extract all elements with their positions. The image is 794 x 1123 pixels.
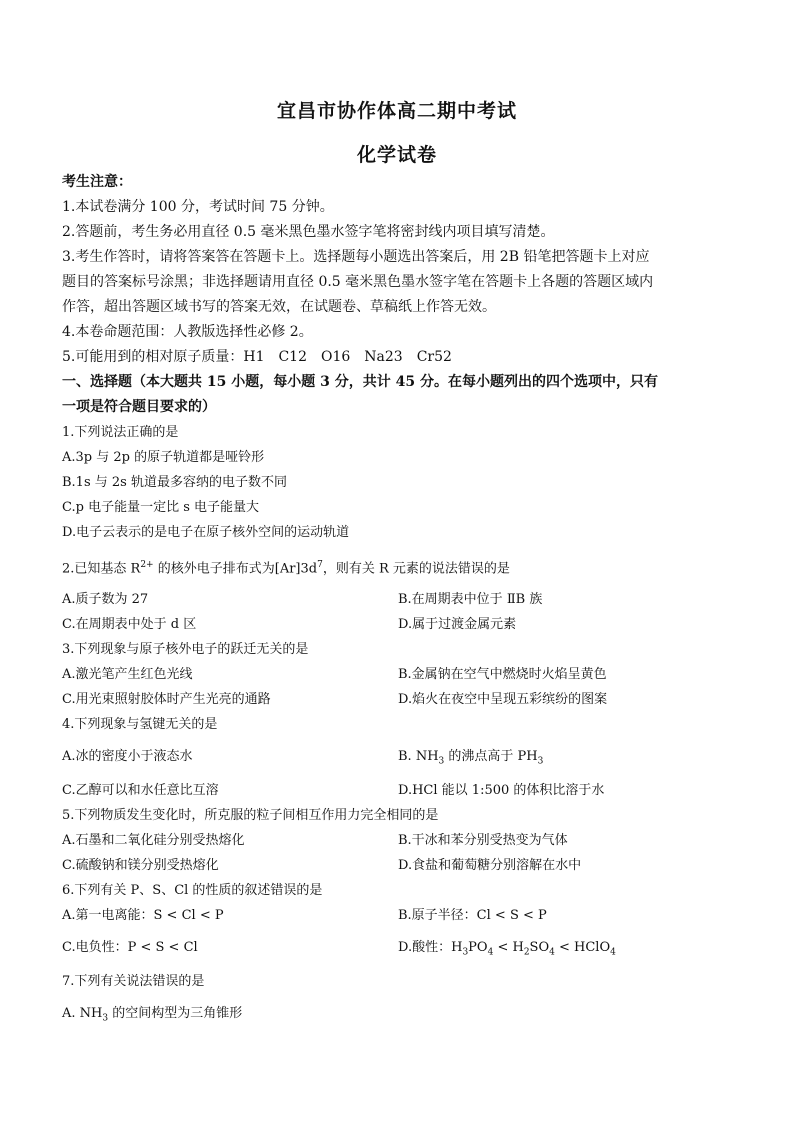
q6-d-pre: D.酸性：H	[398, 940, 463, 955]
note-3-line-3: 作答，超出答题区域书写的答案无效，在试题卷、草稿纸上作答无效。	[62, 299, 496, 315]
question-2-option-a: A.质子数为 27	[62, 592, 149, 607]
q4-b-pre: B. NH	[398, 749, 439, 764]
q7-a-sub: 3	[102, 1013, 109, 1024]
question-5-stem: 5.下列物质发生变化时，所克服的粒子间相互作用力完全相同的是	[62, 808, 439, 823]
question-4-option-a: A.冰的密度小于液态水	[62, 749, 193, 764]
question-1-option-d: D.电子云表示的是电子在原子核外空间的运动轨道	[62, 525, 350, 540]
q7-a-pre: A. NH	[62, 1006, 103, 1021]
question-5-option-c: C.硫酸钠和镁分别受热熔化	[62, 858, 219, 873]
q6-d-mid-1: PO	[468, 940, 488, 955]
section-heading-line-1: 一、选择题（本大题共 15 小题，每小题 3 分，共计 45 分。在每小题列出的四个选项中，只有	[62, 374, 658, 390]
question-4-option-c: C.乙醇可以和水任意比互溶	[62, 783, 219, 798]
exam-title: 宜昌市协作体高二期中考试	[276, 100, 517, 122]
question-1-stem: 1.下列说法正确的是	[62, 425, 179, 440]
question-4-stem: 4.下列现象与氢键无关的是	[62, 717, 218, 732]
question-7-stem: 7.下列有关说法错误的是	[62, 974, 205, 989]
question-3-option-c: C.用光束照射胶体时产生光亮的通路	[62, 692, 271, 707]
question-6-option-b: B.原子半径：Cl < S < P	[398, 908, 547, 923]
exam-subtitle: 化学试卷	[356, 144, 437, 166]
q2-config-exponent: 7	[317, 560, 323, 570]
q2-stem-mid: 的核外电子排布式为	[153, 561, 275, 577]
question-6-option-d	[398, 939, 616, 962]
question-5-option-a: A.石墨和二氧化硅分别受热熔化	[62, 833, 245, 848]
question-2-option-c: C.在周期表中处于 d 区	[62, 617, 197, 632]
question-3-option-b: B.金属钠在空气中燃烧时火焰呈黄色	[398, 667, 607, 682]
q2-stem-pre: 2.已知基态 R	[62, 561, 141, 577]
question-3-option-a: A.激光笔产生红色光线	[62, 667, 193, 682]
question-6-stem: 6.下列有关 P、S、Cl 的性质的叙述错误的是	[62, 883, 323, 898]
q6-d-sub-5: 4	[610, 947, 616, 958]
question-6-option-c: C.电负性：P < S < Cl	[62, 940, 198, 955]
q4-b-sub-1: 3	[438, 756, 445, 767]
note-1: 1.本试卷满分 100 分，考试时间 75 分钟。	[62, 199, 334, 215]
question-1-option-b: B.1s 与 2s 轨道最多容纳的电子数不同	[62, 475, 287, 490]
q6-d-mid-3: SO	[529, 940, 550, 955]
question-1-option-c: C.p 电子能量一定比 s 电子能量大	[62, 500, 260, 515]
question-4-option-d: D.HCl 能以 1:500 的体积比溶于水	[398, 783, 605, 798]
q2-electron-config: [Ar]3d	[274, 561, 318, 577]
question-3-stem: 3.下列现象与原子核外电子的跃迁无关的是	[62, 642, 309, 657]
question-3-option-d: D.焰火在夜空中呈现五彩缤纷的图案	[398, 692, 608, 707]
question-4-option-b	[398, 748, 543, 771]
note-3-line-1: 3.考生作答时，请将答案答在答题卡上。选择题每小题选出答案后，用 2B 铅笔把答题卡上对应	[62, 249, 650, 265]
question-5-option-b: B.干冰和苯分别受热变为气体	[398, 833, 568, 848]
question-2-stem	[62, 556, 510, 578]
q6-d-sub-4: 4	[549, 947, 555, 958]
question-6-option-a: A.第一电离能：S < Cl < P	[62, 908, 224, 923]
note-4: 4.本卷命题范围：人教版选择性必修 2。	[62, 324, 313, 340]
question-2-option-d: D.属于过渡金属元素	[398, 617, 517, 632]
q4-b-sub-2: 3	[537, 756, 544, 767]
question-2-option-b: B.在周期表中位于 ⅡB 族	[398, 592, 543, 607]
q4-b-mid: 的沸点高于 PH	[444, 749, 538, 764]
note-3-line-2: 题目的答案标号涂黑；非选择题请用直径 0.5 毫米黑色墨水签字笔在答题卡上各题的答题区域内	[62, 274, 654, 290]
section-heading-line-2: 一项是符合题目要求的）	[62, 399, 216, 415]
note-2: 2.答题前，考生务必用直径 0.5 毫米黑色墨水签字笔将密封线内项目填写清楚。	[62, 224, 555, 240]
q6-d-sub-2: 4	[487, 947, 494, 958]
note-5: 5.可能用到的相对原子质量：H1 C12 O16 Na23 Cr52	[62, 349, 452, 365]
q6-d-mid-2: < H	[493, 940, 524, 955]
notes-heading: 考生注意：	[62, 174, 132, 190]
q2-stem-post: ，则有关 R 元素的说法错误的是	[322, 561, 510, 577]
q6-d-mid-4: < HClO	[554, 940, 611, 955]
question-7-option-a	[62, 1005, 242, 1028]
question-5-option-d: D.食盐和葡萄糖分别溶解在水中	[398, 858, 582, 873]
q7-a-post: 的空间构型为三角锥形	[108, 1006, 243, 1021]
question-1-option-a: A.3p 与 2p 的原子轨道都是哑铃形	[62, 450, 265, 465]
q6-d-sub-3: 2	[523, 947, 530, 958]
q6-d-sub-1: 3	[462, 947, 469, 958]
q2-ion-charge: 2+	[140, 560, 154, 570]
